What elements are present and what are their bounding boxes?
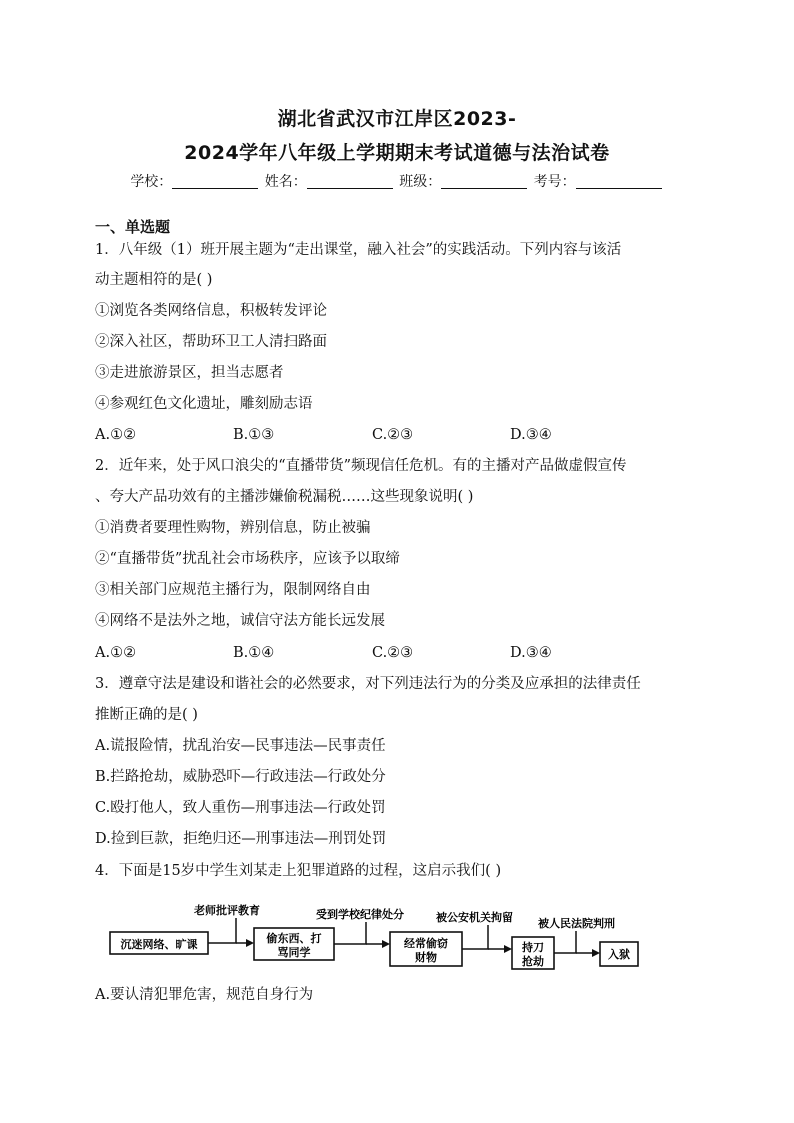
q1-stem-line-2: 动主题相符的是( ) [95, 272, 213, 288]
q1-item-4: ④参观红色文化遗址，雕刻励志语 [95, 396, 313, 412]
flow-arrowhead-2 [382, 940, 390, 948]
flow-label-4: 被人民法院判刑 [538, 917, 615, 930]
flow-arrowhead-4 [592, 949, 600, 957]
q3-option-c: C.殴打他人，致人重伤—刑事违法—行政处罚 [95, 800, 386, 816]
q2-option-d: D.③④ [510, 645, 552, 661]
q2-option-a: A.①② [95, 645, 137, 661]
flow-box-3-text-1: 经常偷窃 [404, 937, 448, 950]
school-label: 学校： [130, 174, 173, 190]
class-label: 班级： [399, 174, 442, 190]
q1-option-d: D.③④ [510, 427, 552, 443]
flow-arrow-3 [462, 925, 488, 949]
q1-option-b: B.①③ [233, 427, 275, 443]
q1-item-2: ②深入社区，帮助环卫工人清扫路面 [95, 334, 327, 350]
section-title: 一、单选题 [95, 218, 171, 236]
q2-stem-line-2: 、夸大产品功效有的主播涉嫌偷税漏税……这些现象说明( ) [95, 489, 474, 505]
q2-item-1: ①消费者要理性购物，辨别信息，防止被骗 [95, 520, 371, 536]
flow-box-2-text-1: 偷东西、打 [266, 932, 322, 945]
q4-stem: 4．下面是15岁中学生刘某走上犯罪道路的过程，这启示我们( ) [95, 863, 502, 879]
flow-label-1: 老师批评教育 [194, 904, 260, 917]
flow-arrowhead-1 [246, 939, 254, 947]
q3-stem-line-1: 3．遵章守法是建设和谐社会的必然要求，对下列违法行为的分类及应承担的法律责任 [95, 676, 641, 692]
flow-arrowhead-3 [504, 945, 512, 953]
q3-stem-line-2: 推断正确的是( ) [95, 707, 198, 723]
exam-no-blank [576, 174, 662, 189]
flow-box-4-text-1: 持刀 [522, 941, 544, 954]
crime-path-flowchart [108, 900, 648, 974]
flow-arrow-1 [208, 918, 236, 943]
q2-option-b: B.①④ [233, 645, 275, 661]
q1-item-3: ③走进旅游景区，担当志愿者 [95, 365, 284, 381]
flow-label-3: 被公安机关拘留 [436, 911, 513, 924]
q1-option-a: A.①② [95, 427, 137, 443]
name-label: 姓名： [264, 174, 307, 190]
q2-item-3: ③相关部门应规范主播行为，限制网络自由 [95, 582, 371, 598]
flow-box-3-text-2: 财物 [415, 951, 437, 964]
q3-option-d: D.捡到巨款，拒绝归还—刑事违法—刑罚处罚 [95, 831, 387, 847]
q2-option-c: C.②③ [372, 645, 414, 661]
flow-label-2: 受到学校纪律处分 [316, 908, 404, 921]
exam-title-line-1: 湖北省武汉市江岸区2023- [277, 108, 517, 130]
q4-option-a: A.要认清犯罪危害，规范自身行为 [95, 987, 314, 1003]
q1-stem-line-1: 1．八年级（1）班开展主题为“走出课堂，融入社会”的实践活动。下列内容与该活 [95, 242, 622, 258]
q2-stem-line-1: 2．近年来，处于风口浪尖的“直播带货”频现信任危机。有的主播对产品做虚假宣传 [95, 458, 627, 474]
q1-option-c: C.②③ [372, 427, 414, 443]
q3-option-a: A.谎报险情，扰乱治安—民事违法—民事责任 [95, 738, 386, 754]
exam-title-line-2: 2024学年八年级上学期期末考试道德与法治试卷 [184, 142, 610, 164]
school-blank [172, 174, 258, 189]
flow-box-5-text: 入狱 [608, 948, 630, 961]
flow-box-1-text: 沉迷网络、旷课 [120, 938, 198, 951]
q1-item-1: ①浏览各类网络信息，积极转发评论 [95, 303, 327, 319]
flow-arrow-2 [334, 922, 366, 944]
student-info-row [0, 171, 794, 191]
q2-item-2: ②“直播带货”扰乱社会市场秩序，应该予以取缔 [95, 551, 400, 567]
flow-arrow-4 [554, 931, 576, 953]
name-blank [307, 174, 393, 189]
exam-no-label: 考号： [533, 174, 576, 190]
class-blank [441, 174, 527, 189]
flow-box-2-text-2: 骂同学 [277, 946, 311, 959]
q3-option-b: B.拦路抢劫，威胁恐吓—行政违法—行政处分 [95, 769, 386, 785]
flow-box-4-text-2: 抢劫 [522, 955, 544, 968]
q2-item-4: ④网络不是法外之地，诚信守法方能长远发展 [95, 613, 385, 629]
